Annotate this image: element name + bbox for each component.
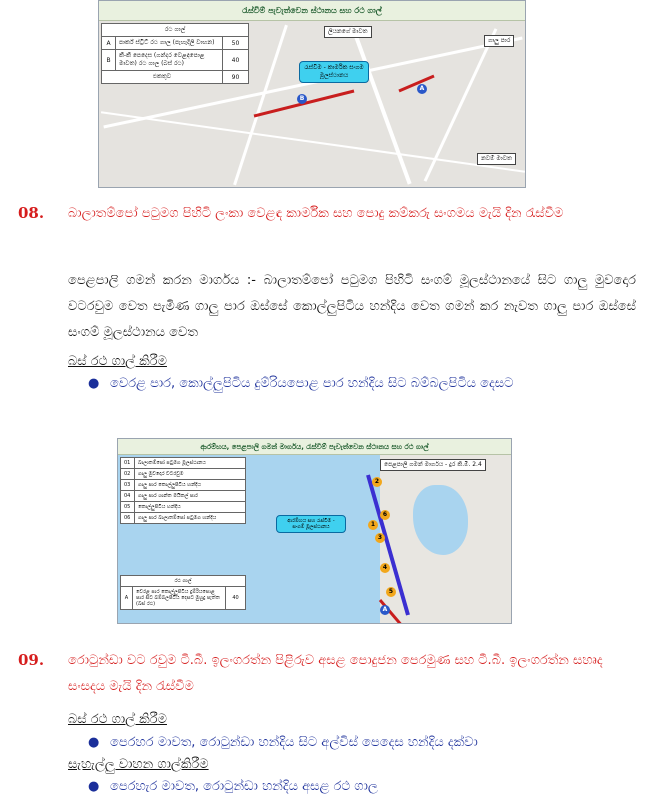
marker-6: 6 (380, 510, 390, 520)
map-2 (118, 455, 512, 624)
distance-label: පෙළපාලි ගමන් මාර්ගය - දුර කි.මී. 2.4 (380, 459, 486, 471)
map-figure-1-title: රැස්වීම් පැවැත්වෙන ස්ථානය සහ රථ ගාල් (99, 1, 525, 21)
table-cell: B (102, 50, 116, 71)
section-8-bus-heading: බස් රථ ගාල් කිරීම (68, 354, 167, 369)
section-8-title: බාලාතම්පෝ පටුමග පිහිටි ලංකා වෙළඳ කාර්මික සහ පොදු කම්කරු සංගමය මැයි දින රැස්වීම (68, 206, 564, 221)
parking-table-2 (120, 575, 246, 610)
table-cell: කොල්ලුපිටිය හන්දිය (135, 502, 246, 513)
section-8-route: පෙළපාලි ගමන් කරන මාර්ගය :- බාලාතම්පෝ පටුමග පිහිටි සංගම් මූලස්ථානයේ සිට ගාලු මුවදොර වටරවුම වෙත පැමිණ ගාලු පාර ඔස්සේ කොල්ලුපිටිය හන්දිය වෙත ගමන් කර නැවත ගාලු පාර ඔස්සේ සංගම් මූලස්ථානය වෙත (68, 273, 636, 340)
bullet-dot: ● (88, 779, 100, 794)
marker-b: B (297, 94, 307, 104)
table-cell: A (102, 37, 116, 50)
marker-a: A (417, 84, 427, 94)
table-cell: ගාලු මුවදොර වටරවුම (135, 469, 246, 480)
map-figure-2-title: ආරම්භය, පෙළපාලි ගමන් මාර්ගය, රැස්වීම් පැවැත්වෙන ස්ථානය සහ රථ ගාල් (118, 439, 511, 455)
table-cell: 04 (121, 491, 135, 502)
table-cell: 06 (121, 513, 135, 524)
table-cell: 05 (121, 502, 135, 513)
map-label: ලියනගේ මාවත (324, 26, 372, 38)
table-cell: එකතුව (102, 71, 223, 84)
section-9-light-item (88, 779, 378, 794)
table-cell: 01 (121, 458, 135, 469)
table-cell: 03 (121, 480, 135, 491)
route-table-2 (120, 457, 246, 524)
map-figure-2 (117, 438, 512, 624)
bullet-dot: ● (88, 376, 100, 391)
marker-a: A (380, 605, 390, 615)
start-bubble-2: ආරම්භය සහ රැස්වීම - සංගම් මූලස්ථානය (276, 515, 346, 533)
section-9-bus-heading: බස් රථ ගාල් කිරීම (68, 712, 167, 727)
table-cell: A (121, 587, 133, 610)
table-cell: 02 (121, 469, 135, 480)
marker-3: 3 (375, 533, 385, 543)
section-9-bus-item (88, 735, 478, 750)
section-8-number: 08. (18, 204, 45, 222)
section-9-light-heading: සැහැල්ලු වාහන ගාල්කිරීම (68, 757, 209, 772)
table-cell: ගාලු පාර ශාන්ත මයිකල් පාර (135, 491, 246, 502)
marker-5: 5 (386, 587, 396, 597)
table-cell: කී-කී පෙදෙස (ගන්දර වෙළඳපොළ මාවත) රථ ගාල (බස් රථ) (116, 50, 223, 71)
map-label: නවම් මාවත (477, 153, 516, 165)
table-cell: 90 (223, 71, 249, 84)
table-cell: 40 (226, 587, 246, 610)
table-cell: ගාලු පාර කොල්ලුපිටිය හන්දිය (135, 480, 246, 491)
table-cell: රථ ගාල් (121, 576, 246, 587)
bullet-text: පෙරහැර මාවත, රොටුන්ඩා හන්දිය අසළ රථ ගාල (110, 779, 378, 794)
section-8-bus-item (88, 376, 513, 391)
marker-2: 2 (372, 477, 382, 487)
table-cell: වෙරළ පාර කොල්ලුපිටිය දුම්රියපොළ පාර සිට බම්බලපිටිය දෙසට මුහුදු පැත්ත (බස් රථ) (133, 587, 226, 610)
bullet-dot: ● (88, 735, 100, 750)
table-cell: පාර්ක් ස්ට්‍රීට් රථ ගාල (පැහැදිලි වාහන) (116, 37, 223, 50)
marker-1: 1 (368, 520, 378, 530)
table-cell: 40 (223, 50, 249, 71)
bullet-text: වෙරළ පාර, කොල්ලුපිටිය දුම්රියපොළ පාර හන්දිය සිට බම්බලපිටිය දෙසට (110, 376, 514, 391)
parking-table-header: රථ ගාල් (102, 24, 249, 37)
map-figure-1 (98, 0, 526, 188)
table-cell: ගාලු පාර බාලාතම්පෝ පටුමග හන්දිය (135, 513, 246, 524)
section-9-number: 09. (18, 651, 45, 669)
map-label: ගාලු පාර (484, 35, 514, 47)
bullet-text: පෙරහර මාවත, රොටුන්ඩා හන්දිය සිට අල්විස් පෙදෙස හන්දිය දක්වා (110, 735, 478, 750)
parking-table-1 (101, 23, 249, 84)
marker-4: 4 (380, 563, 390, 573)
map-1 (99, 21, 526, 188)
section-9-title: රොටුන්ඩා වට රවුම ටී.බී. ඉලංගරත්න පිළිරුව අසළ පොදුජන පෙරමුණ සහ ටී.බී. ඉලංගරත්න සහෘද සංසදය මැයි දින රැස්වීම (68, 653, 603, 694)
table-cell: 50 (223, 37, 249, 50)
table-cell: බාලාතම්පෝ පටුමග මූලස්ථානය (135, 458, 246, 469)
meeting-bubble-1: රැස්වීම - කාර්මික සංගම මූලස්ථානය (299, 61, 369, 83)
